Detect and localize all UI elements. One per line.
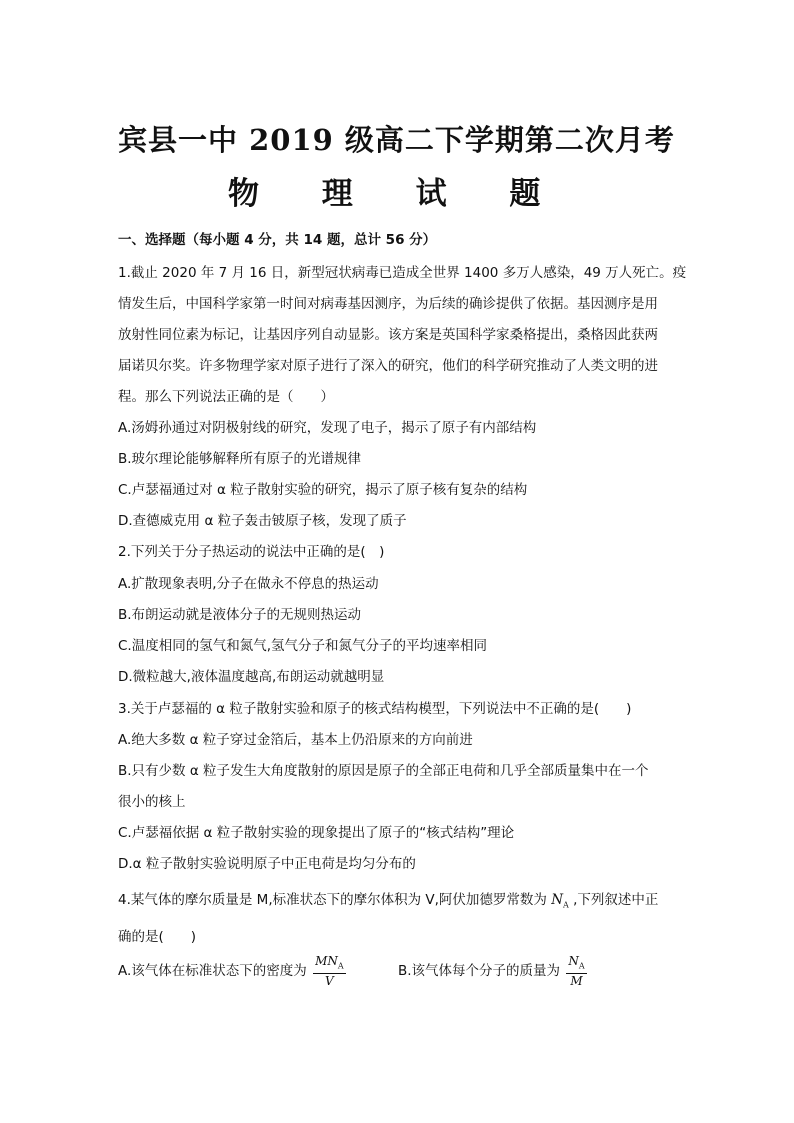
avogadro-symbol (551, 892, 569, 908)
q1-option-c: C.卢瑟福通过对 α 粒子散射实验的研究，揭示了原子核有复杂的结构 (118, 482, 528, 498)
q3-option-b: B.只有少数 α 粒子发生大角度散射的原因是原子的全部正电荷和几乎全部质量集中在一个 (118, 763, 649, 779)
q1-line: 程。那么下列说法正确的是（ ） (118, 389, 334, 405)
section-heading: 一、选择题（每小题 4 分，共 14 题，总计 56 分） (118, 232, 437, 248)
q4-option-a (118, 954, 348, 988)
q4-option-b (398, 954, 589, 988)
q4-stem-line2: 确的是( ) (118, 929, 197, 945)
subject-title: 物 理 试 题 (228, 176, 567, 212)
density-fraction (313, 954, 346, 988)
q1-line: 1.截止 2020 年 7 月 16 日，新型冠状病毒已造成全世界 1400 多万人感染，49 万人死亡。疫 (118, 265, 687, 281)
q2-option-a: A.扩散现象表明,分子在做永不停息的热运动 (118, 576, 379, 592)
numerator-text: MN (315, 954, 338, 968)
na-letter: N (551, 892, 564, 908)
fraction-numerator (566, 954, 586, 974)
na-subscript: A (578, 961, 585, 971)
exam-title: 宾县一中 2019 级高二下学期第二次月考 (118, 123, 675, 157)
q3-stem: 3.关于卢瑟福的 α 粒子散射实验和原子的核式结构模型，下列说法中不正确的是( ) (118, 701, 632, 717)
q1-option-b: B.玻尔理论能够解释所有原子的光谱规律 (118, 451, 362, 467)
na-subscript: A (563, 900, 569, 910)
na-subscript: A (337, 961, 344, 971)
q1-line: 届诺贝尔奖。许多物理学家对原子进行了深入的研究，他们的科学研究推动了人类文明的进 (118, 358, 658, 374)
q4-stem-text: 4.某气体的摩尔质量是 M,标准状态下的摩尔体积为 V,阿伏加德罗常数为 (118, 892, 547, 908)
q3-option-a: A.绝大多数 α 粒子穿过金箔后，基本上仍沿原来的方向前进 (118, 732, 473, 748)
q2-option-c: C.温度相同的氢气和氮气,氢气分子和氮气分子的平均速率相同 (118, 638, 488, 654)
mass-fraction (566, 954, 586, 988)
fraction-numerator (313, 954, 346, 974)
q4-stem-line1 (118, 888, 658, 910)
q2-option-b: B.布朗运动就是液体分子的无规则热运动 (118, 607, 362, 623)
q1-option-d: D.查德威克用 α 粒子轰击铍原子核，发现了质子 (118, 513, 407, 529)
q2-option-d: D.微粒越大,液体温度越高,布朗运动就越明显 (118, 669, 385, 685)
numerator-text: N (568, 954, 579, 968)
fraction-denominator: V (325, 974, 334, 989)
q3-option-c: C.卢瑟福依据 α 粒子散射实验的现象提出了原子的“核式结构”理论 (118, 825, 515, 841)
q4-option-b-text: B.该气体每个分子的质量为 (398, 963, 561, 980)
q4-option-a-text: A.该气体在标准状态下的密度为 (118, 963, 307, 980)
q3-option-d: D.α 粒子散射实验说明原子中正电荷是均匀分布的 (118, 856, 416, 872)
q2-stem: 2.下列关于分子热运动的说法中正确的是( ) (118, 544, 385, 560)
q3-option-b-cont: 很小的核上 (118, 794, 186, 810)
q1-option-a: A.汤姆孙通过对阴极射线的研究，发现了电子，揭示了原子有内部结构 (118, 420, 537, 436)
fraction-denominator: M (570, 974, 583, 989)
q4-stem-text: ,下列叙述中正 (573, 892, 659, 908)
q1-line: 放射性同位素为标记，让基因序列自动显影。该方案是英国科学家桑格提出，桑格因此获两 (118, 327, 658, 343)
q1-line: 情发生后，中国科学家第一时间对病毒基因测序，为后续的确诊提供了依据。基因测序是用 (118, 296, 658, 312)
